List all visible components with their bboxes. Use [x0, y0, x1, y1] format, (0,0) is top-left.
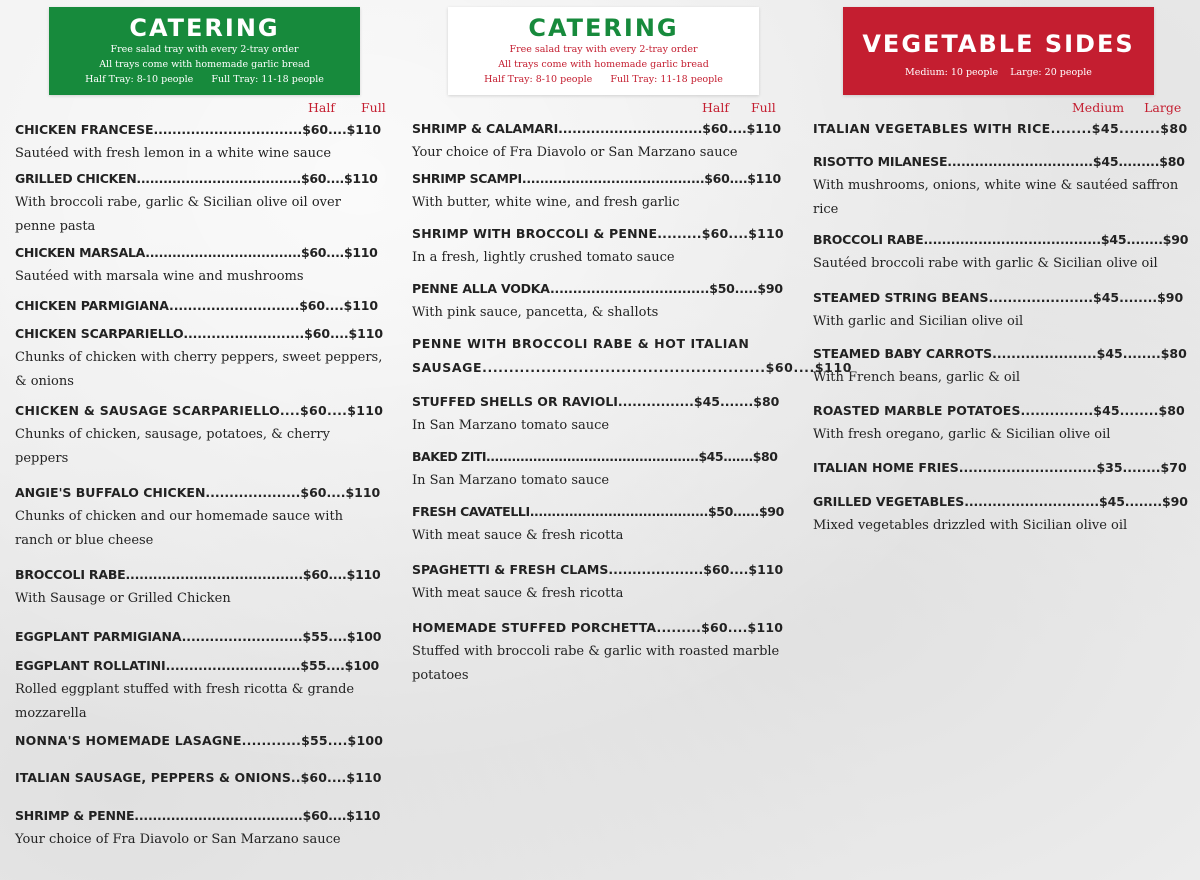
- item-description: Chunks of chicken, sausage, potatoes, & cherry peppers: [15, 427, 330, 466]
- banner-line: Half Tray: 8-10 people Full Tray: 11-18 people: [85, 74, 324, 85]
- item-description: With pink sauce, pancetta, & shallots: [412, 305, 659, 320]
- item-description: With butter, white wine, and fresh garlic: [412, 195, 680, 210]
- item-name-price: STEAMED STRING BEANS......................$45........$90: [813, 290, 1184, 305]
- menu-item: [15, 804, 383, 852]
- full-label: Full: [360, 100, 386, 115]
- item-name-price: RISOTTO MILANESE................................$45.........$80: [813, 154, 1185, 169]
- menu-item: [813, 117, 1188, 141]
- menu-item: [813, 342, 1188, 390]
- item-description: In a fresh, lightly crushed tomato sauce: [412, 250, 675, 265]
- item-name-price: ITALIAN HOME FRIES.............................$35........$70: [813, 460, 1187, 475]
- item-name-price: CHICKEN MARSALA...................................$60....$110: [15, 245, 378, 260]
- vegetable-sides-banner: [843, 7, 1154, 95]
- menu-item: [813, 228, 1188, 276]
- menu-item: [15, 481, 383, 553]
- item-name-price: ITALIAN VEGETABLES WITH RICE........$45........$80: [813, 121, 1188, 136]
- item-description: With garlic and Sicilian olive oil: [813, 314, 1024, 329]
- item-description: Sautéed broccoli rabe with garlic & Sicilian olive oil: [813, 256, 1158, 271]
- menu-item: [813, 286, 1188, 334]
- item-name-price: SHRIMP WITH BROCCOLI & PENNE.........$60....$110: [412, 226, 784, 241]
- banner-title: CATERING: [528, 14, 679, 42]
- item-description: With Sausage or Grilled Chicken: [15, 591, 231, 606]
- item-description: Chunks of chicken with cherry peppers, sweet peppers, & onions: [15, 350, 383, 389]
- item-name-price: ITALIAN SAUSAGE, PEPPERS & ONIONS..$60....$110: [15, 770, 382, 785]
- item-name-price: ANGIE'S BUFFALO CHICKEN....................$60....$110: [15, 485, 381, 500]
- item-name-price: CHICKEN & SAUSAGE SCARPARIELLO....$60....$110: [15, 403, 384, 418]
- item-name-price: CHICKEN SCARPARIELLO..........................$60....$110: [15, 326, 383, 341]
- catering-banner-left: [49, 7, 360, 95]
- item-description: Your choice of Fra Diavolo or San Marzano sauce: [412, 145, 738, 160]
- banner-title: VEGETABLE SIDES: [862, 30, 1135, 58]
- item-name-price: FRESH CAVATELLI.........................................$50......$90: [412, 504, 784, 519]
- banner-title: CATERING: [129, 14, 280, 42]
- menu-item: [813, 399, 1188, 447]
- menu-item: [412, 390, 784, 438]
- col2-size-header: [702, 100, 776, 115]
- item-name-price: EGGPLANT PARMIGIANA..........................$55....$100: [15, 629, 382, 644]
- menu-item: [412, 332, 853, 380]
- menu-item: [813, 456, 1188, 480]
- item-name-price: SPAGHETTI & FRESH CLAMS....................$60....$110: [412, 562, 784, 577]
- item-description: With broccoli rabe, garlic & Sicilian olive oil over penne pasta: [15, 195, 341, 234]
- item-description: With French beans, garlic & oil: [813, 370, 1021, 385]
- large-label: Large: [1144, 100, 1182, 115]
- menu-item: [412, 500, 784, 548]
- item-description: Your choice of Fra Diavolo or San Marzano sauce: [15, 832, 341, 847]
- item-name-price: BROCCOLI RABE.......................................$60....$110: [15, 567, 381, 582]
- menu-item: [412, 558, 784, 606]
- item-name-price: SHRIMP & PENNE.....................................$60....$110: [15, 808, 381, 823]
- item-description: Sautéed with marsala wine and mushrooms: [15, 269, 304, 284]
- item-name-price: STUFFED SHELLS OR RAVIOLI................$45.......$80: [412, 394, 780, 409]
- item-name-price: SHRIMP SCAMPI.........................................$60....$110: [412, 171, 781, 186]
- menu-item: [15, 654, 383, 726]
- menu-item: [15, 241, 383, 289]
- menu-item: [412, 117, 784, 165]
- item-description: With fresh oregano, garlic & Sicilian olive oil: [813, 427, 1111, 442]
- item-description: With mushrooms, onions, white wine & sautéed saffron rice: [813, 178, 1179, 217]
- half-label: Half: [308, 100, 335, 115]
- item-name-price: PENNE ALLA VODKA...................................$50.....$90: [412, 281, 783, 296]
- item-name-price: NONNA'S HOMEMADE LASAGNE............$55....$100: [15, 733, 384, 748]
- banner-line: Free salad tray with every 2-tray order: [509, 44, 698, 55]
- item-name-price: CHICKEN FRANCESE................................$60....$110: [15, 122, 381, 137]
- item-name-price: GRILLED VEGETABLES.............................$45........$90: [813, 494, 1188, 509]
- item-description: With meat sauce & fresh ricotta: [412, 586, 624, 601]
- catering-banner-center: [448, 7, 759, 95]
- menu-item: [15, 322, 383, 394]
- item-name-price: STEAMED BABY CARROTS......................$45........$80: [813, 346, 1187, 361]
- item-description: With meat sauce & fresh ricotta: [412, 528, 624, 543]
- item-description: Chunks of chicken and our homemade sauce with ranch or blue cheese: [15, 509, 344, 548]
- item-name-price: SHRIMP & CALAMARI...............................$60....$110: [412, 121, 782, 136]
- item-name-price: BAKED ZITI..................................................$45.......$80: [412, 449, 778, 464]
- item-description: In San Marzano tomato sauce: [412, 418, 610, 433]
- banner-line: Medium: 10 people Large: 20 people: [905, 67, 1092, 78]
- menu-item: [412, 445, 784, 493]
- menu-item: [15, 766, 383, 790]
- item-name-price: EGGPLANT ROLLATINI.............................$55....$100: [15, 658, 380, 673]
- item-name-price: PENNE WITH BROCCOLI RABE & HOT ITALIAN SAUSAGE.....................................................$60....$110: [412, 336, 853, 375]
- banner-line: All trays come with homemade garlic bread: [498, 59, 709, 70]
- col1-size-header: [308, 100, 386, 115]
- menu-item: [15, 399, 383, 471]
- banner-line: Half Tray: 8-10 people Full Tray: 11-18 people: [484, 74, 723, 85]
- item-description: Rolled eggplant stuffed with fresh ricotta & grande mozzarella: [15, 682, 355, 721]
- col3-size-header: [1072, 100, 1181, 115]
- medium-label: Medium: [1072, 100, 1125, 115]
- item-name-price: CHICKEN PARMIGIANA............................$60....$110: [15, 298, 378, 313]
- menu-item: [15, 729, 383, 753]
- item-name-price: ROASTED MARBLE POTATOES...............$45........$80: [813, 403, 1185, 418]
- menu-item: [15, 167, 383, 239]
- menu-item: [412, 222, 784, 270]
- item-description: Mixed vegetables drizzled with Sicilian olive oil: [813, 518, 1128, 533]
- menu-item: [412, 616, 784, 688]
- menu-item: [813, 150, 1188, 222]
- item-description: Sautéed with fresh lemon in a white wine sauce: [15, 146, 332, 161]
- menu-item: [813, 490, 1188, 538]
- banner-line: Free salad tray with every 2-tray order: [110, 44, 299, 55]
- menu-item: [15, 118, 383, 166]
- menu-item: [15, 563, 383, 611]
- menu-item: [412, 277, 784, 325]
- half-label: Half: [702, 100, 729, 115]
- full-label: Full: [750, 100, 776, 115]
- banner-line: All trays come with homemade garlic bread: [99, 59, 310, 70]
- item-name-price: HOMEMADE STUFFED PORCHETTA.........$60....$110: [412, 620, 784, 635]
- menu-item: [412, 167, 784, 215]
- menu-item: [15, 294, 383, 318]
- item-name-price: GRILLED CHICKEN.....................................$60....$110: [15, 171, 378, 186]
- item-name-price: BROCCOLI RABE.......................................$45........$90: [813, 232, 1189, 247]
- item-description: In San Marzano tomato sauce: [412, 473, 610, 488]
- item-description: Stuffed with broccoli rabe & garlic with roasted marble potatoes: [412, 644, 780, 683]
- menu-item: [15, 625, 383, 649]
